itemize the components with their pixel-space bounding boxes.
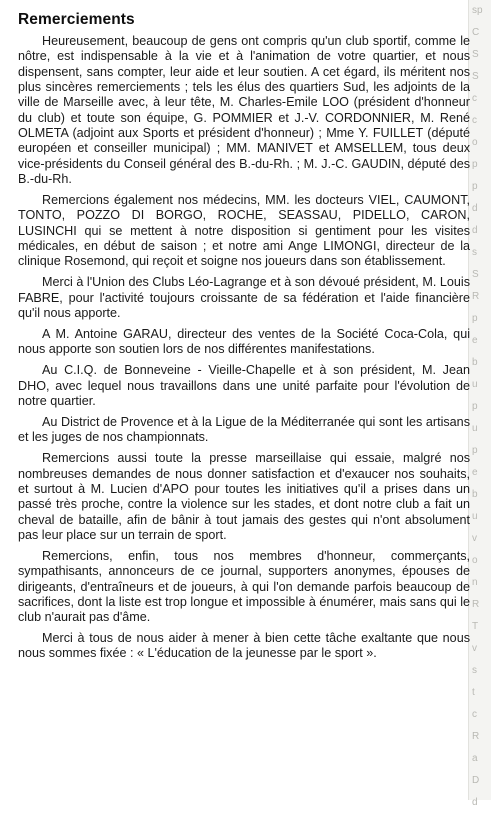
adjacent-fragment: u xyxy=(472,423,478,434)
adjacent-fragment: d xyxy=(472,203,478,214)
adjacent-fragment: s xyxy=(472,247,477,258)
article-paragraph: Merci à l'Union des Clubs Léo-Lagrange et à son dévoué président, M. Louis FABRE, pour l'activité toujours croissante de sa fédération et l'aide financière qu'il nous apporte. xyxy=(18,275,470,321)
adjacent-fragment: v xyxy=(472,643,477,654)
adjacent-fragment: p xyxy=(472,159,478,170)
adjacent-fragment: p xyxy=(472,445,478,456)
adjacent-fragment: u xyxy=(472,511,478,522)
article-paragraph: Remercions, enfin, tous nos membres d'honneur, commerçants, sympathisants, annonceurs de ce journal, supporters anonymes, épouses de dirigeants, d'entraîneurs et de joueurs, à qui l'on demande parfois beaucoup de sacrifices, dont la liste est trop longue et impossible à énumérer, mais sans qui le club n'aurait pas d'âme. xyxy=(18,548,470,625)
adjacent-fragment: S xyxy=(472,71,479,82)
adjacent-fragment: p xyxy=(472,401,478,412)
adjacent-fragment: c xyxy=(472,709,477,720)
article-paragraph: Au C.I.Q. de Bonneveine - Vieille-Chapelle et à son président, M. Jean DHO, avec lequel nous travaillons dans une unité parfaite pour l'évolution de notre quartier. xyxy=(18,363,470,408)
article-paragraph: Remercions aussi toute la presse marseillaise qui essaie, malgré nos nombreuses demandes de nous donner satisfaction et d'exaucer nos souhaits, et surtout à M. Lucien d'APO pour toutes les initiatives qu'il a prises dans un passé très proche, contre la violence sur les stades, et dont notre club a fait un cheval de bataille, afin de bânir à tout jamais des gestes qui n'ont absolument pas leur place sur un terrain de sport. xyxy=(18,451,470,542)
adjacent-fragment: T xyxy=(472,621,479,632)
adjacent-fragment: o xyxy=(472,137,478,148)
adjacent-fragment: s xyxy=(472,665,477,676)
adjacent-fragment: e xyxy=(472,467,478,478)
adjacent-fragment: R xyxy=(472,731,480,742)
adjacent-fragment: d xyxy=(472,225,478,236)
article-paragraph: Au District de Provence et à la Ligue de la Méditerranée qui sont les artisans et les juges de nos championnats. xyxy=(18,414,470,445)
adjacent-fragment: n xyxy=(472,577,478,588)
adjacent-fragment: D xyxy=(472,775,480,786)
adjacent-fragment: S xyxy=(472,49,479,60)
adjacent-column-bleed xyxy=(468,0,491,808)
adjacent-fragment: b xyxy=(472,489,478,500)
adjacent-fragment: sp xyxy=(472,5,483,16)
article-paragraph: Remercions également nos médecins, MM. les docteurs VIEL, CAUMONT, TONTO, POZZO DI BORGO, ROCHE, SEASSAU, PIDELLO, CARON, LUSINCHI qui se mettent à notre disposition si gentiment pour les visites médicales, en début de saison ; et notre ami Ange LIMONGI, directeur de la clinique Rosemond, qui reçoit et soigne nos joueurs dans son établissement. xyxy=(18,193,470,269)
adjacent-fragment: p xyxy=(472,181,478,192)
article-paragraph: Heureusement, beaucoup de gens ont compris qu'un club sportif, comme le nôtre, est indispensable à la vie et à l'animation de votre quartier, et nous dispensent, sans compter, leur aide et leur soutien. A cet égard, ils méritent nos plus sincères remerciements ; tels les élus des quartiers Sud, les adjoints de la ville de Marseille avec, à leur tête, M. Charles-Emile LOO (président d'honneur du club) et toute son équipe, G. POMMIER et J.-V. CORDONNIER, M. René OLMETA (adjoint aux Sports et président d'honneur) ; Mme Y. FUILLET (député européen et conseiller municipal) ; MM. MANIVET et AMSELLEM, tous deux vice-présidents du Conseil général des B.-du-Rh. ; M. J.-C. GAUDIN, député des B.-du-Rh. xyxy=(18,34,470,187)
adjacent-fragment: R xyxy=(472,291,480,302)
adjacent-fragment: o xyxy=(472,555,478,566)
adjacent-fragment: a xyxy=(472,753,478,764)
adjacent-fragment: S xyxy=(472,269,479,280)
adjacent-fragment: c xyxy=(472,115,477,126)
adjacent-fragment: e xyxy=(472,335,478,346)
adjacent-fragment: u xyxy=(472,379,478,390)
adjacent-fragment: d xyxy=(472,797,478,808)
article xyxy=(18,10,470,667)
adjacent-fragment: b xyxy=(472,357,478,368)
adjacent-fragment: R xyxy=(472,599,480,610)
adjacent-fragment: p xyxy=(472,313,478,324)
adjacent-fragment: C xyxy=(472,27,480,38)
article-paragraph: Merci à tous de nous aider à mener à bien cette tâche exaltante que nous nous sommes fixée : « L'éducation de la jeunesse par le sport ». xyxy=(18,631,470,661)
adjacent-fragment: c xyxy=(472,93,477,104)
adjacent-fragment: v xyxy=(472,533,477,544)
adjacent-fragment: t xyxy=(472,687,475,698)
article-title: Remerciements xyxy=(18,11,135,28)
article-paragraph: A M. Antoine GARAU, directeur des ventes de la Société Coca-Cola, qui nous apporte son soutien lors de nos différentes manifestations. xyxy=(18,326,470,357)
